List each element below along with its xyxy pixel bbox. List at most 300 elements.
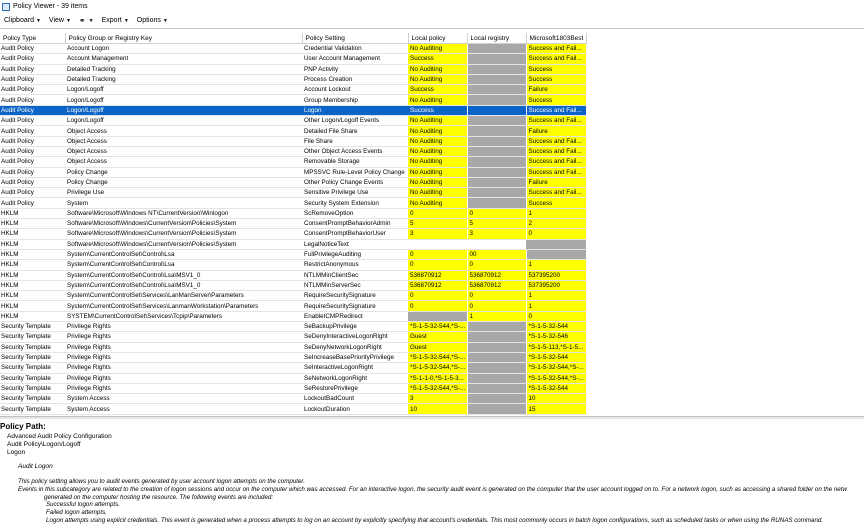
cell-local-policy: 536870912 <box>408 280 467 290</box>
cell-local-policy: No Auditing <box>408 44 467 54</box>
policy-path-line: Logon <box>7 449 26 456</box>
cell-local-policy: No Auditing <box>408 167 467 177</box>
cell-baseline: *S-1-5-32-544 <box>526 383 586 393</box>
table-header <box>0 33 586 44</box>
cell-local-registry <box>467 404 526 414</box>
cell-policy-group: System\CurrentControlSet\Control\Lsa\MSV1_0 <box>65 280 302 290</box>
chevron-down-icon: ▼ <box>88 17 94 24</box>
cell-local-registry: 3 <box>467 229 526 239</box>
cell-policy-setting: PNP Activity <box>302 64 408 74</box>
cell-baseline: 1 <box>526 208 586 218</box>
policy-table-container[interactable] <box>0 33 864 415</box>
cell-local-registry <box>467 342 526 352</box>
cell-local-policy: *S-1-5-32-544,*S-... <box>410 384 466 392</box>
cell-local-registry: 0 <box>467 260 526 270</box>
cell-baseline: 15 <box>526 404 586 414</box>
cell-policy-setting: Group Membership <box>302 95 408 105</box>
table-row[interactable] <box>0 198 586 208</box>
cell-policy-type: Audit Policy <box>0 167 65 177</box>
cell-policy-setting: Other Logon/Logoff Events <box>302 116 408 126</box>
cell-policy-group: Privilege Rights <box>65 383 302 393</box>
menu-view[interactable] <box>45 17 75 24</box>
cell-local-registry <box>467 54 526 64</box>
cell-baseline: Success <box>526 74 586 84</box>
cell-policy-type: Audit Policy <box>0 85 65 95</box>
cell-local-registry <box>467 177 526 187</box>
cell-baseline: *S-1-5-32-544,*S-... <box>526 363 586 373</box>
cell-baseline: 1 <box>526 291 586 301</box>
cell-baseline: *S-1-5-32-544 <box>526 352 586 362</box>
cell-policy-type: Audit Policy <box>0 198 65 208</box>
table-row[interactable] <box>0 414 586 415</box>
cell-policy-type: Audit Policy <box>0 64 65 74</box>
cell-baseline: Success and Fail... <box>526 157 586 167</box>
cell-local-registry <box>467 116 526 126</box>
cell-policy-type: Security Template <box>0 363 65 373</box>
cell-local-policy: 5 <box>408 219 467 229</box>
cell-local-registry <box>467 373 526 383</box>
cell-policy-type: Audit Policy <box>0 74 65 84</box>
cell-local-registry <box>467 64 526 74</box>
cell-baseline: Success <box>526 198 586 208</box>
chevron-down-icon: ▼ <box>65 17 71 24</box>
table-row[interactable] <box>0 54 586 64</box>
cell-policy-group: System Access <box>65 404 302 414</box>
description-line: generated on the computer hosting the resource. The following events are included: <box>44 494 274 501</box>
table-row[interactable] <box>0 74 586 84</box>
cell-local-registry: 5 <box>467 219 526 229</box>
cell-local-registry <box>467 126 526 136</box>
cell-policy-setting: LegalNoticeText <box>302 239 408 249</box>
cell-local-registry <box>467 44 526 54</box>
cell-policy-setting: SeRestorePrivilege <box>302 383 408 393</box>
table-row[interactable] <box>0 136 586 146</box>
cell-policy-type: Audit Policy <box>0 126 65 136</box>
cell-baseline: 537395200 <box>526 270 586 280</box>
cell-policy-type: Audit Policy <box>0 54 65 64</box>
cell-local-registry <box>467 105 526 115</box>
cell-baseline: 0 <box>526 229 586 239</box>
table-row[interactable] <box>0 229 586 239</box>
cell-baseline: Success and Fail... <box>526 136 586 146</box>
cell-local-policy: Success <box>408 85 467 95</box>
table-row[interactable] <box>0 373 586 383</box>
cell-local-policy: *S-1-5-32-544,*S-... <box>410 354 466 362</box>
cell-local-registry <box>467 332 526 342</box>
cell-policy-setting: MPSSVC Rule-Level Policy Change <box>302 167 408 177</box>
cell-local-policy: 3 <box>408 394 467 404</box>
cell-baseline: Failure <box>526 177 586 187</box>
table-row[interactable] <box>0 44 586 54</box>
table-row[interactable] <box>0 105 586 115</box>
column-header-local-registry[interactable]: Local registry <box>467 33 526 44</box>
menu-options[interactable] <box>133 17 172 24</box>
cell-baseline: Success and Fail... <box>526 167 586 177</box>
cell-local-policy: 0 <box>408 260 467 270</box>
cell-baseline: Success <box>526 95 586 105</box>
cell-baseline: Success and Fail... <box>526 146 586 156</box>
cell-policy-group: Object Access <box>65 136 302 146</box>
cell-policy-type: Audit Policy <box>0 136 65 146</box>
cell-local-policy: No Auditing <box>408 157 467 167</box>
menu-options-label: Options <box>136 17 161 24</box>
cell-policy-setting: Other Object Access Events <box>302 146 408 156</box>
cell-policy-type: HKLM <box>0 208 65 218</box>
cell-policy-setting: SeDenyNetworkLogonRight <box>302 342 408 352</box>
table-row[interactable] <box>0 157 586 167</box>
cell-policy-type: Audit Policy <box>0 177 65 187</box>
cell-policy-group: Software\Microsoft\Windows\CurrentVersion\Policies\System <box>65 229 302 239</box>
cell-policy-setting: User Account Management <box>302 54 408 64</box>
cell-policy-type: HKLM <box>0 249 65 259</box>
cell-policy-group: Detailed Tracking <box>65 74 302 84</box>
cell-local-policy: 0 <box>408 249 467 259</box>
cell-policy-group: Logon/Logoff <box>65 116 302 126</box>
table-row[interactable] <box>0 219 586 229</box>
column-header-local-policy[interactable]: Local policy <box>408 33 467 44</box>
cell-policy-type: Security Template <box>0 394 65 404</box>
cell-local-policy: Success <box>408 54 467 64</box>
cell-policy-type: Audit Policy <box>0 188 65 198</box>
cell-policy-setting: Detailed File Share <box>302 126 408 136</box>
cell-local-registry <box>467 167 526 177</box>
table-row[interactable] <box>0 249 586 259</box>
cell-policy-setting: Credential Validation <box>302 44 408 54</box>
cell-baseline: 10 <box>526 394 586 404</box>
cell-policy-group: System\CurrentControlSet\Services\LanmanWorkstation\Parameters <box>65 301 302 311</box>
description-line: Failed logon attempts. <box>46 509 107 516</box>
cell-local-registry <box>467 239 526 249</box>
policy-table <box>0 33 587 415</box>
cell-policy-group: Account Logon <box>65 44 302 54</box>
cell-local-registry: 536870912 <box>467 270 526 280</box>
table-row[interactable] <box>0 291 586 301</box>
table-row[interactable] <box>0 363 586 373</box>
cell-policy-group: Privilege Rights <box>65 322 302 332</box>
cell-policy-type: HKLM <box>0 311 65 321</box>
cell-policy-group: Logon/Logoff <box>65 85 302 95</box>
table-row[interactable] <box>0 394 586 404</box>
cell-local-policy: Guest <box>408 332 467 342</box>
cell-policy-type: Audit Policy <box>0 44 65 54</box>
cell-local-registry: 0 <box>467 301 526 311</box>
cell-policy-type: HKLM <box>0 239 65 249</box>
cell-policy-group: Detailed Tracking <box>65 64 302 74</box>
cell-local-registry <box>467 95 526 105</box>
cell-policy-type: Audit Policy <box>0 116 65 126</box>
cell-local-registry: 536870912 <box>467 280 526 290</box>
table-row[interactable] <box>0 239 586 249</box>
cell-policy-group: Software\Microsoft\Windows\CurrentVersion\Policies\System <box>65 239 302 249</box>
cell-policy-group: Privilege Rights <box>65 342 302 352</box>
table-row[interactable] <box>0 208 586 218</box>
cell-policy-setting: Sensitive Privilege Use <box>302 188 408 198</box>
cell-local-policy: *S-1-5-32-544,*S-... <box>410 323 466 331</box>
find-button[interactable] <box>75 16 98 25</box>
cell-policy-group: Policy Change <box>65 177 302 187</box>
cell-baseline: Failure <box>526 85 586 95</box>
column-header-policy-type[interactable]: Policy Type <box>0 33 65 44</box>
cell-local-policy: *S-1-1-0,*S-1-5-3... <box>408 373 467 383</box>
cell-policy-setting: Other Policy Change Events <box>302 177 408 187</box>
table-row[interactable] <box>0 280 586 290</box>
cell-policy-type: HKLM <box>0 229 65 239</box>
table-row[interactable] <box>0 188 586 198</box>
cell-policy-group: Privilege Rights <box>65 352 302 362</box>
menu-export[interactable] <box>98 17 133 24</box>
chevron-down-icon: ▼ <box>35 17 41 24</box>
cell-policy-setting: LockoutDuration <box>302 404 408 414</box>
cell-baseline <box>526 239 586 249</box>
cell-baseline: 2 <box>526 219 586 229</box>
cell-policy-group: Privilege Rights <box>65 363 302 373</box>
description-line: This policy setting allows you to audit events generated by user account logon attempts on the computer. <box>18 478 305 485</box>
cell-local-policy: Guest <box>408 342 467 352</box>
description-line: Logon attempts using explicit credentials. This event is generated when a process attempts to log on an account by explicitly specifying that account's credentials. This most commonly occurs in batch logon configurations, such as scheduled tasks or when using the RUNAS command. <box>46 517 824 524</box>
cell-baseline: Success and Fail... <box>526 54 586 64</box>
menu-export-label: Export <box>101 17 122 24</box>
cell-policy-setting: SeDenyInteractiveLogonRight <box>302 332 408 342</box>
cell-policy-setting: FullPrivilegeAuditing <box>302 249 408 259</box>
cell-baseline <box>526 414 586 415</box>
cell-policy-type: Audit Policy <box>0 157 65 167</box>
table-row[interactable] <box>0 342 586 352</box>
cell-policy-type: HKLM <box>0 280 65 290</box>
table-body <box>0 44 586 416</box>
cell-policy-group: System\CurrentControlSet\Control\Lsa <box>65 260 302 270</box>
table-row[interactable] <box>0 167 586 177</box>
table-row[interactable] <box>0 352 586 362</box>
policy-path-line: Advanced Audit Policy Configuration <box>7 433 112 440</box>
details-pane <box>0 420 864 529</box>
cell-baseline: Failure <box>526 126 586 136</box>
cell-policy-type: HKLM <box>0 291 65 301</box>
cell-baseline: Success <box>526 64 586 74</box>
cell-policy-setting: Removable Storage <box>302 157 408 167</box>
cell-policy-setting: Logon <box>302 105 408 115</box>
cell-local-registry <box>467 322 526 332</box>
app-icon <box>2 3 10 11</box>
cell-policy-group: Policy Change <box>65 167 302 177</box>
column-header-policy-setting[interactable]: Policy Setting <box>302 33 408 44</box>
cell-policy-setting: Account Lockout <box>302 85 408 95</box>
menu-clipboard-label: Clipboard <box>4 17 34 24</box>
cell-local-policy: No Auditing <box>408 146 467 156</box>
cell-local-policy <box>408 239 467 249</box>
cell-local-policy: Success <box>408 105 467 115</box>
policy-name: Audit Logon <box>18 463 53 470</box>
cell-policy-group: Privilege Rights <box>65 373 302 383</box>
table-row[interactable] <box>0 383 586 393</box>
binoculars-icon: ⚭ <box>78 16 86 25</box>
cell-policy-type: HKLM <box>0 301 65 311</box>
cell-local-policy <box>408 414 467 415</box>
cell-policy-type: Security Template <box>0 383 65 393</box>
cell-local-policy: No Auditing <box>408 64 467 74</box>
cell-policy-type: Security Template <box>0 322 65 332</box>
table-row[interactable] <box>0 322 586 332</box>
cell-local-policy: No Auditing <box>408 116 467 126</box>
cell-local-registry <box>467 414 526 415</box>
chevron-down-icon: ▼ <box>123 17 129 24</box>
cell-baseline: Success and Fail... <box>526 44 586 54</box>
cell-local-registry <box>467 85 526 95</box>
cell-policy-group: Logon/Logoff <box>65 105 302 115</box>
cell-local-registry <box>467 383 526 393</box>
cell-policy-group: Account Management <box>65 54 302 64</box>
cell-local-policy: No Auditing <box>408 126 467 136</box>
cell-local-registry: 00 <box>467 249 526 259</box>
menu-bar <box>0 13 864 29</box>
cell-local-policy: *S-1-5-32-544,*S-... <box>410 364 466 372</box>
cell-policy-group: Privilege Use <box>65 188 302 198</box>
cell-policy-group: SYSTEM\CurrentControlSet\Services\Tcpip\Parameters <box>65 311 302 321</box>
cell-baseline: 1 <box>526 260 586 270</box>
table-row[interactable] <box>0 404 586 414</box>
cell-policy-group: Object Access <box>65 157 302 167</box>
cell-policy-group: Privilege Rights <box>65 332 302 342</box>
table-row[interactable] <box>0 260 586 270</box>
cell-local-policy: 0 <box>408 301 467 311</box>
cell-policy-type: Security Template <box>0 404 65 414</box>
cell-baseline: 0 <box>526 311 586 321</box>
cell-policy-type: HKLM <box>0 270 65 280</box>
cell-local-registry <box>467 74 526 84</box>
cell-local-registry <box>467 352 526 362</box>
cell-policy-setting: SeNetworkLogonRight <box>302 373 408 383</box>
cell-policy-type: HKLM <box>0 260 65 270</box>
cell-local-registry <box>467 394 526 404</box>
cell-baseline: Success and Fail... <box>526 105 586 115</box>
cell-policy-group: System Access <box>65 394 302 404</box>
cell-local-registry <box>467 157 526 167</box>
cell-policy-setting: Security System Extension <box>302 198 408 208</box>
cell-local-policy: 3 <box>408 229 467 239</box>
cell-policy-setting: NTLMMinServerSec <box>302 280 408 290</box>
cell-policy-setting: LockoutBadCount <box>302 394 408 404</box>
cell-baseline: 537395200 <box>526 280 586 290</box>
cell-policy-type: Security Template <box>0 342 65 352</box>
table-row[interactable] <box>0 116 586 126</box>
cell-local-policy: 0 <box>408 291 467 301</box>
splitter[interactable] <box>0 416 864 419</box>
cell-local-registry <box>467 198 526 208</box>
cell-policy-type: Security Template <box>0 373 65 383</box>
cell-policy-type <box>0 414 65 415</box>
table-row[interactable] <box>0 177 586 187</box>
cell-policy-setting: NTLMMinClientSec <box>302 270 408 280</box>
cell-policy-type: Audit Policy <box>0 105 65 115</box>
cell-policy-group: System\CurrentControlSet\Services\LanManServer\Parameters <box>65 291 302 301</box>
policy-path-heading: Policy Path: <box>0 422 46 431</box>
cell-policy-setting: RestrictAnonymous <box>302 260 408 270</box>
cell-baseline: *S-1-5-32-546 <box>526 332 586 342</box>
cell-local-registry <box>467 188 526 198</box>
cell-policy-group: System\CurrentControlSet\Control\Lsa\MSV1_0 <box>65 270 302 280</box>
cell-policy-group: Object Access <box>65 126 302 136</box>
title-bar <box>0 0 864 13</box>
cell-policy-type: HKLM <box>0 219 65 229</box>
cell-baseline: Success and Fail... <box>526 116 586 126</box>
cell-policy-group: Object Access <box>65 146 302 156</box>
column-header-baseline[interactable]: Microsoft1803Best <box>526 33 586 44</box>
table-row[interactable] <box>0 270 586 280</box>
cell-policy-setting: ScRemoveOption <box>302 208 408 218</box>
cell-baseline <box>526 249 586 259</box>
menu-view-label: View <box>48 17 64 24</box>
cell-local-registry: 0 <box>467 291 526 301</box>
cell-local-registry: 1 <box>467 311 526 321</box>
cell-local-policy: No Auditing <box>408 198 467 208</box>
menu-clipboard[interactable] <box>0 17 45 24</box>
table-row[interactable] <box>0 95 586 105</box>
cell-local-policy: No Auditing <box>408 95 467 105</box>
cell-policy-setting: SeInteractiveLogonRight <box>302 363 408 373</box>
cell-local-policy: No Auditing <box>408 136 467 146</box>
cell-policy-setting: File Share <box>302 136 408 146</box>
cell-policy-setting: Process Creation <box>302 74 408 84</box>
cell-baseline: *S-1-5-113,*S-1-5... <box>526 342 586 352</box>
cell-local-registry <box>467 136 526 146</box>
cell-local-policy: 10 <box>408 404 467 414</box>
cell-local-policy: No Auditing <box>408 74 467 84</box>
description-line: Successful logon attempts. <box>46 501 120 508</box>
cell-policy-setting: RequireSecuritySignature <box>302 291 408 301</box>
cell-local-registry <box>467 363 526 373</box>
cell-policy-type: Security Template <box>0 352 65 362</box>
cell-policy-setting: ConsentPromptBehaviorUser <box>302 229 408 239</box>
cell-baseline: *S-1-5-32-544,*S-... <box>526 373 586 383</box>
table-row[interactable] <box>0 311 586 321</box>
table-row[interactable] <box>0 146 586 156</box>
cell-local-policy: 0 <box>408 208 467 218</box>
cell-policy-setting: ConsentPromptBehaviorAdmin <box>302 219 408 229</box>
cell-policy-setting: SeBackupPrivilege <box>302 322 408 332</box>
cell-policy-type: Security Template <box>0 332 65 342</box>
table-row[interactable] <box>0 301 586 311</box>
cell-baseline: 1 <box>526 301 586 311</box>
cell-local-registry <box>467 146 526 156</box>
cell-policy-type: Audit Policy <box>0 146 65 156</box>
cell-policy-group: System\CurrentControlSet\Control\Lsa <box>65 249 302 259</box>
chevron-down-icon: ▼ <box>162 17 168 24</box>
cell-policy-group: Software\Microsoft\Windows NT\CurrentVersion\Winlogon <box>65 208 302 218</box>
cell-local-policy: No Auditing <box>408 188 467 198</box>
cell-baseline: *S-1-5-32-544 <box>526 322 586 332</box>
description-line: Events in this subcategory are related to the creation of logon sessions and occur on the computer which was accessed. For an interactive logon, the security audit event is generated on the computer that the user account logged on to. For a network logon, such as accessing a shared folder on the netw <box>18 486 847 493</box>
table-row[interactable] <box>0 85 586 95</box>
cell-policy-type: Audit Policy <box>0 95 65 105</box>
cell-policy-group <box>65 414 302 415</box>
cell-local-policy: No Auditing <box>408 177 467 187</box>
table-row[interactable] <box>0 126 586 136</box>
cell-policy-setting <box>302 414 408 415</box>
cell-baseline: Success and Fail... <box>526 188 586 198</box>
table-row[interactable] <box>0 64 586 74</box>
cell-policy-group: System <box>65 198 302 208</box>
table-row[interactable] <box>0 332 586 342</box>
policy-path-line: Audit Policy\Logon/Logoff <box>7 441 81 448</box>
cell-local-policy: 536870912 <box>408 270 467 280</box>
cell-policy-group: Software\Microsoft\Windows\CurrentVersion\Policies\System <box>65 219 302 229</box>
column-header-policy-group[interactable]: Policy Group or Registry Key <box>65 33 302 44</box>
window-title: Policy Viewer - 39 items <box>13 3 88 10</box>
cell-local-policy <box>408 311 467 321</box>
cell-local-registry: 0 <box>467 208 526 218</box>
cell-policy-setting: SeIncreaseBasePriorityPrivilege <box>302 352 408 362</box>
cell-policy-group: Logon/Logoff <box>65 95 302 105</box>
cell-policy-setting: RequireSecuritySignature <box>302 301 408 311</box>
